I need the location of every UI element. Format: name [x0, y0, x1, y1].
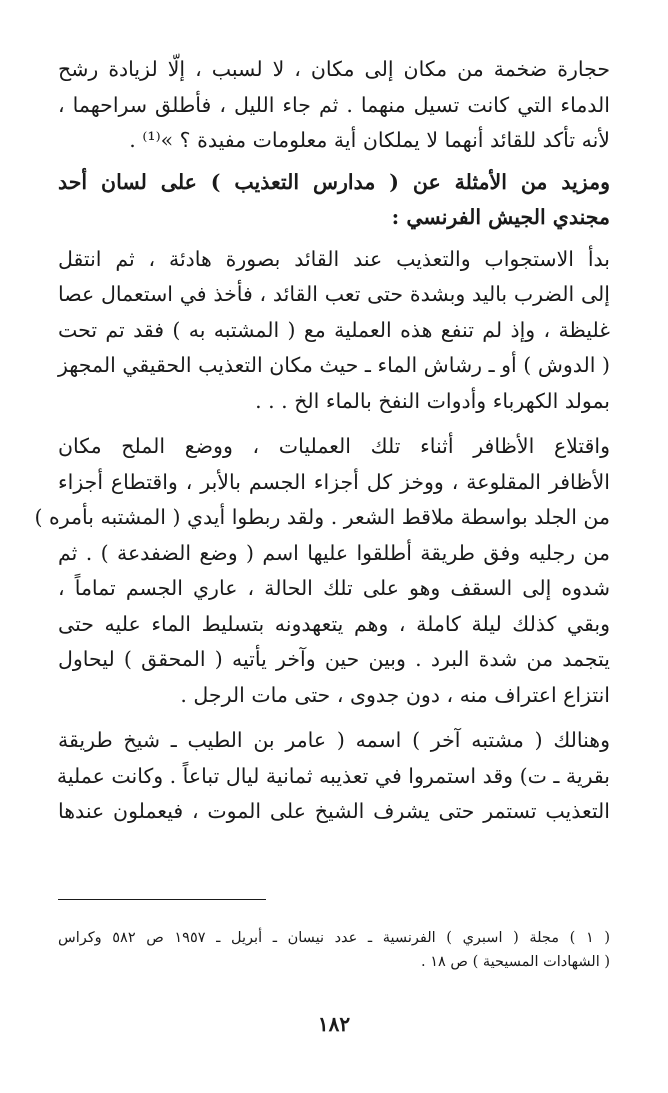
footnote-line: ( ١ ) مجلة ( اسبري ) الفرنسية ـ عدد نيسان ـ أبريل ـ ١٩٥٧ ص ٥٨٢ وكراس: [58, 930, 611, 946]
text-line: وهنالك ( مشتبه آخر ) اسمه ( عامر بن الطيب ـ شيخ طريقة: [58, 728, 610, 752]
text-line: وبقي كذلك ليلة كاملة ، وهم يتعهدونه بتسليط الماء عليه حتى: [58, 611, 610, 636]
footnotes: [58, 926, 610, 974]
text-line: ومزيد من الأمثلة عن ( مدارس التعذيب ) على لسان أحد: [58, 169, 610, 194]
page-body: [34, 52, 610, 830]
page-number: ١٨٢: [317, 1012, 351, 1036]
text-line: غليظة ، وإذ لم تنفع هذه العملية مع ( المشتبه به ) فقد تم تحت: [58, 317, 610, 342]
text-line: يتجمد من شدة البرد . وبين حين وآخر يأتيه ( المحقق ) ليحاول: [58, 647, 610, 671]
text-line: بقرية ـ ت) وقد استمروا في تعذيبه ثمانية ليال تباعاً . وكانت عملية: [56, 763, 610, 788]
text-line: بمولد الكهرباء وأدوات النفخ بالماء الخ . . .: [255, 388, 610, 413]
paragraph-4: [58, 723, 610, 830]
text-line: من رجليه وفق طريقة أطلقوا عليها اسم ( وضع الضفدعة ) . ثم: [58, 540, 610, 565]
text-line: مجندي الجيش الفرنسي :: [391, 205, 610, 229]
text-line: شدوه إلى السقف وهو على تلك الحالة ، عاري الجسم تماماً ،: [58, 576, 610, 600]
footnote-line: ( الشهادات المسيحية ) ص ١٨ .: [421, 954, 610, 970]
text-line: لأنه تأكد للقائد أنهما لا يملكان أية معلومات مفيدة ؟ »⁽¹⁾ .: [129, 128, 610, 152]
text-line: الدماء التي كانت تسيل منهما . ثم جاء الليل ، فأطلق سراحهما ،: [58, 92, 610, 117]
text-line: واقتلاع الأظافر أثناء تلك العمليات ، ووضع الملح مكان: [58, 434, 610, 458]
text-line: بدأ الاستجواب والتعذيب عند القائد بصورة هادئة ، ثم انتقل: [58, 246, 610, 271]
paragraph-1: [58, 52, 610, 159]
text-line: من الجلد بواسطة ملاقط الشعر . ولقد ربطوا أيدي ( المشتبه بأمره ): [34, 505, 610, 529]
text-line: ( الدوش ) أو ـ رشاش الماء ـ حيث مكان التعذيب الحقيقي المجهز: [58, 353, 610, 377]
text-line: حجارة ضخمة من مكان إلى مكان ، لا لسبب ، إلّا لزيادة رشح: [58, 57, 610, 81]
text-line: إلى الضرب باليد وبشدة حتى تعب القائد ، فأخذ في استعمال عصا: [58, 282, 610, 306]
paragraph-2: [58, 242, 610, 420]
paragraph-3: [34, 429, 610, 713]
text-line: التعذيب تستمر حتى يشرف الشيخ على الموت ، فيعملون عندها: [58, 799, 610, 823]
footnote-divider: [58, 899, 266, 900]
text-line: انتزاع اعتراف منه ، دون جدوى ، حتى مات الرجل .: [180, 682, 610, 707]
text-line: الأظافر المقلوعة ، ووخز كل أجزاء الجسم بالأبر ، واقتطاع أجزاء: [58, 469, 610, 494]
paragraph-heading: [58, 165, 610, 236]
